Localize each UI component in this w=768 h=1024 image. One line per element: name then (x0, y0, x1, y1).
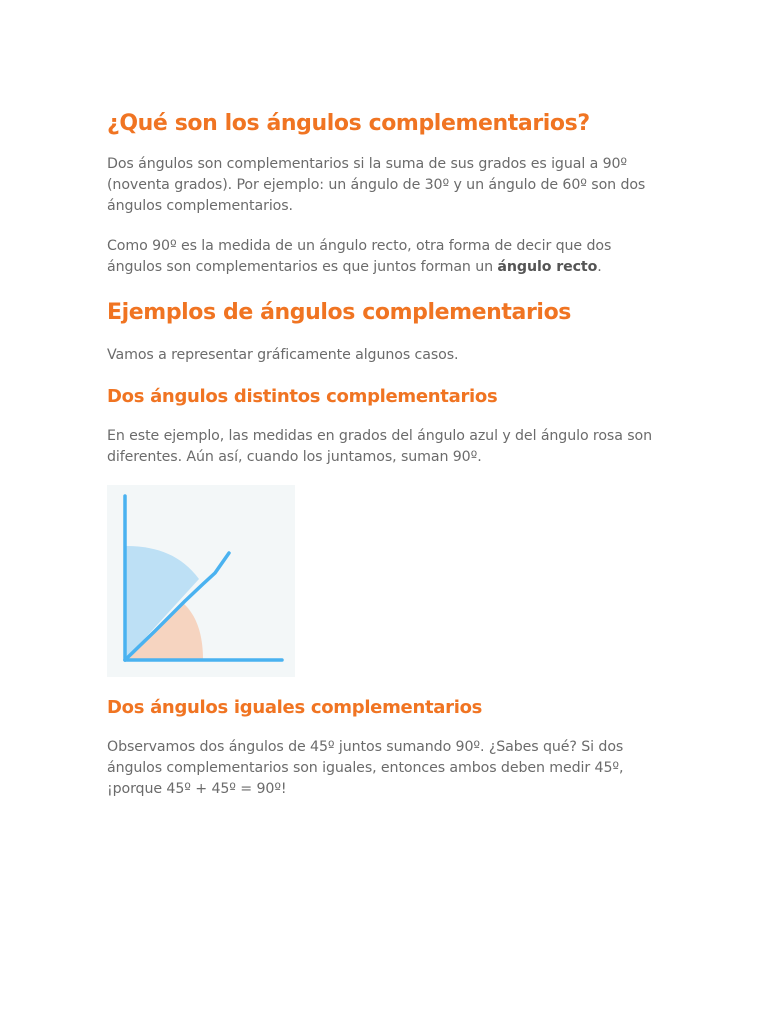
paragraph-right-angle-text: Como 90º es la medida de un ángulo recto, otra forma de decir que dos ángulos son complementarios es que juntos forman un (107, 238, 612, 275)
paragraph-definition: Dos ángulos son complementarios si la suma de sus grados es igual a 90º (noventa grados). Por ejemplo: un ángulo de 30º y un ángulo de 60º son dos ángulos complementarios. (107, 156, 646, 214)
paragraph-right-angle-end: . (597, 259, 602, 275)
right-angle-term: ángulo recto (497, 259, 598, 275)
subtitle-distintos: Dos ángulos distintos complementarios (107, 386, 498, 407)
section-title-que-son: ¿Qué son los ángulos complementarios? (107, 111, 590, 136)
angle-diagram (107, 485, 295, 677)
subtitle-iguales: Dos ángulos iguales complementarios (107, 697, 483, 718)
paragraph-iguales: Observamos dos ángulos de 45º juntos sumando 90º. ¿Sabes qué? Si dos ángulos complementarios son iguales, entonces ambos deben medir 45º, ¡porque 45º + 45º = 90º! (107, 739, 624, 797)
paragraph-right-angle (107, 236, 663, 278)
paragraph-intro: Vamos a representar gráficamente algunos casos. (107, 347, 459, 363)
complementary-angles-figure (107, 485, 295, 677)
paragraph-distintos: En este ejemplo, las medidas en grados del ángulo azul y del ángulo rosa son diferentes. Aún así, cuando los juntamos, suman 90º. (107, 428, 652, 465)
section-title-ejemplos: Ejemplos de ángulos complementarios (107, 300, 571, 325)
